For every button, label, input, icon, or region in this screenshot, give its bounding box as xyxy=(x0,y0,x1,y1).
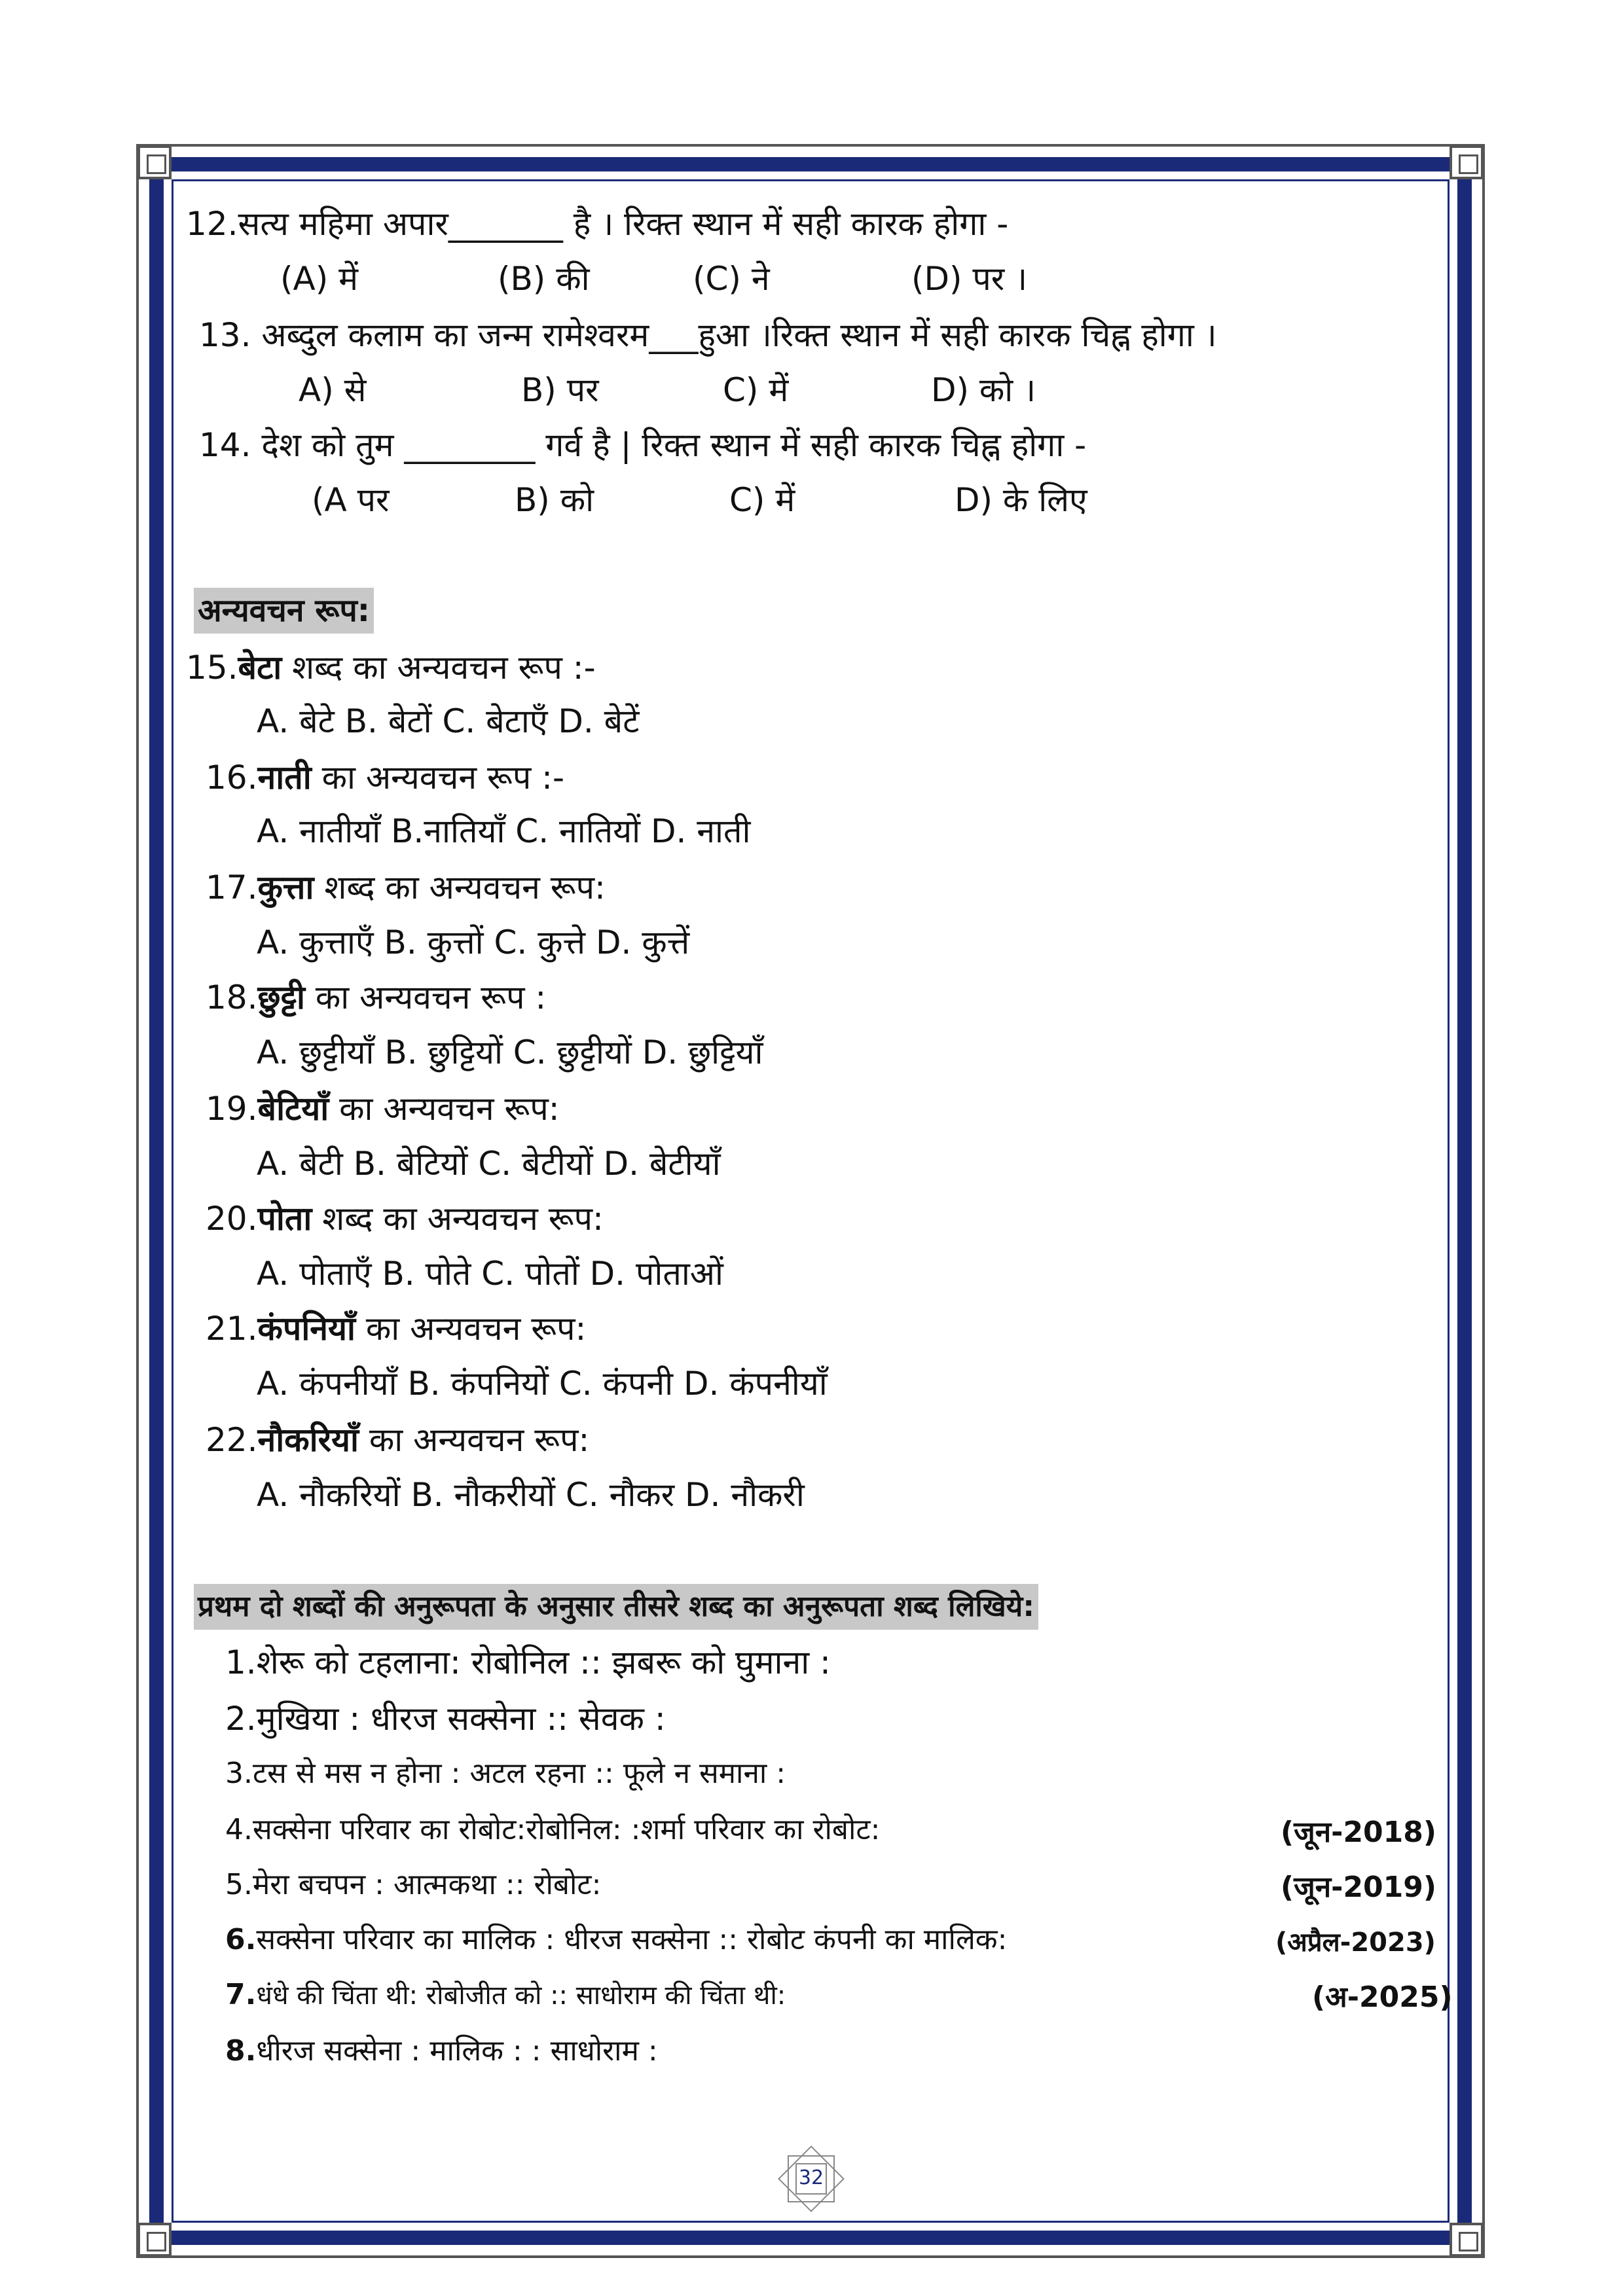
question-14-option-a: (A पर xyxy=(312,481,390,519)
question-21-stem: 21.कंपनियाँ का अन्यवचन रूप: xyxy=(206,1310,587,1348)
question-16-options: A. नातीयाँ B.नातियाँ C. नातियों D. नाती xyxy=(257,812,751,850)
analogy-item-2: 2.मुखिया : धीरज सक्सेना :: सेवक : xyxy=(225,1700,666,1738)
question-17-stem: 17.कुत्ता शब्द का अन्यवचन रूप: xyxy=(206,869,606,906)
question-17-options: A. कुत्ताएँ B. कुत्तों C. कुत्ते D. कुत्तें xyxy=(257,924,690,961)
exam-year-tag: (अ-2025) xyxy=(1312,1981,1453,2014)
section-heading-analogy: प्रथम दो शब्दों की अनुरूपता के अनुसार तीसरे शब्द का अनुरूपता शब्द लिखिये: xyxy=(194,1584,1038,1630)
border-corner-ornament xyxy=(137,2223,172,2257)
question-19-options: A. बेटी B. बेटियों C. बेटीयों D. बेटीयाँ xyxy=(257,1145,721,1183)
question-16-stem: 16.नाती का अन्यवचन रूप :- xyxy=(206,759,564,797)
border-corner-ornament xyxy=(137,145,172,179)
question-14-stem: 14. देश को तुम ________ गर्व है | रिक्त स्थान में सही कारक चिह्न होगा - xyxy=(199,426,1087,464)
question-15-options: A. बेटे B. बेटों C. बेटाएँ D. बेटें xyxy=(257,702,640,740)
analogy-item-5: 5.मेरा बचपन : आत्मकथा :: रोबोट: xyxy=(225,1868,602,1901)
question-14-option-b: B) को xyxy=(515,481,594,519)
analogy-item-6: 6.सक्सेना परिवार का मालिक : धीरज सक्सेना :: रोबोट कंपनी का मालिक: xyxy=(225,1923,1008,1956)
question-13-option-b: B) पर xyxy=(521,371,599,409)
border-corner-ornament xyxy=(1450,2223,1484,2257)
question-22-stem: 22.नौकरियाँ का अन्यवचन रूप: xyxy=(206,1421,590,1459)
section-heading-anyavachan: अन्यवचन रूप: xyxy=(194,588,374,634)
question-13-stem: 13. अब्दुल कलाम का जन्म रामेश्वरम___हुआ ।रिक्त स्थान में सही कारक चिह्न होगा । xyxy=(199,316,1217,354)
question-18-stem: 18.छुट्टी का अन्यवचन रूप : xyxy=(206,978,547,1016)
question-12-option-c: (C) ने xyxy=(693,260,770,298)
page-number: 32 xyxy=(798,2166,824,2189)
question-14-option-c: C) में xyxy=(729,481,795,519)
analogy-item-7: 7.धंधे की चिंता थी: रोबोजीत को :: साधोराम की चिंता थी: xyxy=(225,1978,786,2011)
border-corner-ornament xyxy=(1450,145,1484,179)
question-13-option-d: D) को । xyxy=(931,371,1036,409)
question-12-option-b: (B) की xyxy=(498,260,590,298)
question-14-option-d: D) के लिए xyxy=(955,481,1087,519)
question-20-options: A. पोताएँ B. पोते C. पोतों D. पोताओं xyxy=(257,1255,723,1293)
question-13-option-a: A) से xyxy=(299,371,367,409)
question-12-stem: 12.सत्य महिमा अपार_______ है । रिक्त स्थान में सही कारक होगा - xyxy=(186,205,1009,243)
question-22-options: A. नौकरियों B. नौकरीयों C. नौकर D. नौकरी xyxy=(257,1476,805,1514)
question-13-option-c: C) में xyxy=(723,371,789,409)
question-18-options: A. छुट्टीयाँ B. छुट्टियों C. छुट्टीयों D. छुट्टियाँ xyxy=(257,1033,763,1071)
analogy-item-3: 3.टस से मस न होना : अटल रहना :: फूले न समाना : xyxy=(225,1757,786,1790)
exam-year-tag: (जून-2019) xyxy=(1281,1871,1437,1904)
question-20-stem: 20.पोता शब्द का अन्यवचन रूप: xyxy=(206,1200,604,1238)
analogy-item-1: 1.शेरू को टहलाना: रोबोनिल :: झबरू को घुमाना : xyxy=(225,1643,831,1681)
analogy-item-4: 4.सक्सेना परिवार का रोबोट:रोबोनिल: :शर्मा परिवार का रोबोट: xyxy=(225,1813,881,1846)
exam-year-tag: (जून-2018) xyxy=(1281,1816,1437,1849)
question-21-options: A. कंपनीयाँ B. कंपनियों C. कंपनी D. कंपनीयाँ xyxy=(257,1365,828,1403)
question-12-option-a: (A) में xyxy=(280,260,359,298)
analogy-item-8: 8.धीरज सक्सेना : मालिक : : साधोराम : xyxy=(225,2034,658,2068)
exam-year-tag: (अप्रैल-2023) xyxy=(1275,1928,1436,1958)
question-15-stem: 15.बेटा शब्द का अन्यवचन रूप :- xyxy=(186,649,596,687)
question-19-stem: 19.बेटियाँ का अन्यवचन रूप: xyxy=(206,1090,560,1128)
question-12-option-d: (D) पर । xyxy=(911,260,1028,298)
